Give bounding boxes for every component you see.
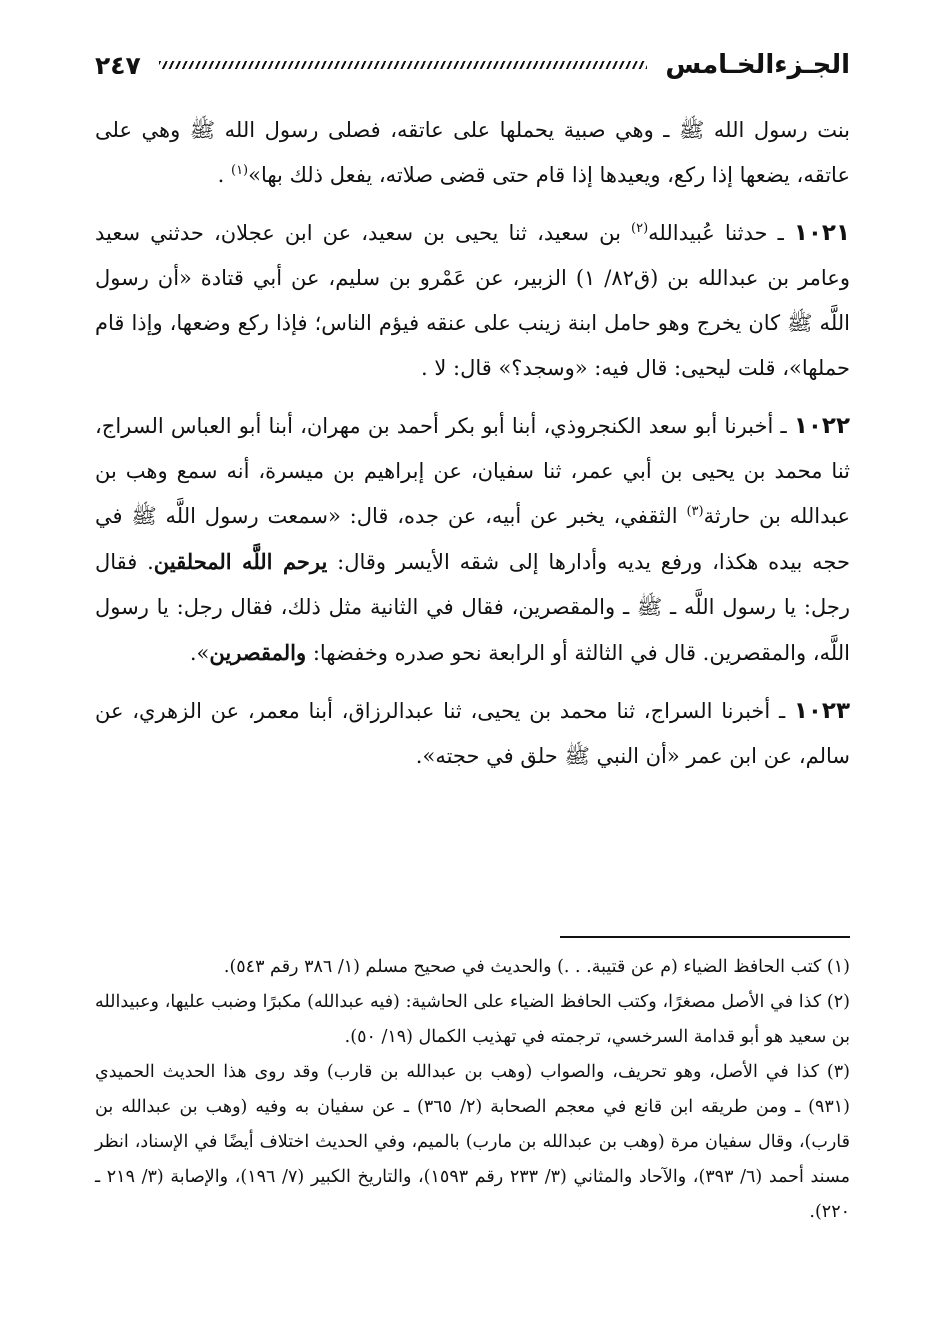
emphasized-text: والمقصرين	[209, 640, 307, 665]
hadith-1023	[95, 689, 850, 779]
paragraph-text: بنت رسول الله ﷺ ـ وهي صبية يحملها على عاتقه، فصلى رسول الله ﷺ وهي على عاتقه، يضعها إذا ركع، ويعيدها إذا قام حتى قضى صلاته، يفعل ذلك بها»	[95, 118, 850, 187]
paragraph-text: . فقال رجل: يا رسول اللَّه ـ ﷺ ـ والمقصرين، فقال في الثانية مثل ذلك، فقال رجل: يا رسول اللَّه، والمقصرين. قال في الثالثة أو الرابعة نحو صدره وخفضها:	[95, 550, 850, 665]
running-title: الجـزءالخـامس	[665, 50, 850, 80]
footnote-3: (٣) كذا في الأصل، وهو تحريف، والصواب (وهب بن عبدالله بن قارب) وقد روى هذا الحديث الحميدي (٩٣١) ـ ومن طريقه ابن قانع في معجم الصحابة (٢/ ٣٦٥) ـ عن سفيان به وفيه (وهب بن عبدالله بن قارب)، وقال سفيان مرة (وهب بن عبدالله بن مارب) بالميم، وفي الحديث اختلاف أيضًا في الإسناد، انظر مسند أحمد (٦/ ٣٩٣)، والآحاد والمثاني (٣/ ٢٣٣ رقم ١٥٩٣)، والتاريخ الكبير (٧/ ١٩٦)، والإصابة (٣/ ٢١٩ ـ ٢٢٠).	[95, 1062, 850, 1222]
footnote-ref-1[interactable]: (١)	[230, 163, 249, 178]
main-text	[95, 108, 850, 792]
hadith-number: ١٠٢٣	[793, 698, 850, 724]
paragraph-continuation	[95, 108, 850, 198]
paragraph-text: الثقفي، يخبر عن أبيه، عن جده، قال: «سمعت رسول اللَّه ﷺ في حجه بيده هكذا، ورفع يديه وأدارها إلى شقه الأيسر وقال:	[95, 504, 850, 574]
hadith-number: ١٠٢٢	[793, 413, 850, 439]
emphasized-text: يرحم اللَّه المحلقين	[153, 549, 328, 574]
footnotes	[95, 950, 850, 1230]
paragraph-text: ـ أخبرنا أبو سعد الكنجروذي، أبنا أبو بكر أحمد بن مهران، أبنا أبو العباس السراج، ثنا محمد بن يحيى بن أبي عمر، ثنا سفيان، عن إبراهيم بن ميسرة، أنه سمع وهب بن عبدالله بن حارثة	[95, 414, 851, 528]
footnote-2: (٢) كذا في الأصل مصغرًا، وكتب الحافظ الضياء على الحاشية: (فيه عبدالله) مكبرًا وضبب عليها، وعبيدالله بن سعيد هو أبو قدامة السرخسي، ترجمته في تهذيب الكمال (١٩/ ٥٠).	[95, 992, 850, 1047]
footnote-separator	[560, 936, 850, 938]
hadith-1021	[95, 211, 850, 391]
header-rule	[159, 61, 648, 69]
hadith-number: ١٠٢١	[793, 220, 850, 246]
paragraph-text: ـ أخبرنا السراج، ثنا محمد بن يحيى، ثنا عبدالرزاق، أبنا معمر، عن الزهري، عن سالم، عن ابن عمر «أن النبي ﷺ حلق في حجته».	[95, 699, 850, 768]
paragraph-text: ».	[189, 641, 210, 665]
paragraph-text: ـ حدثنا عُبيدالله	[648, 221, 794, 245]
footnote-ref-3[interactable]: (٣)	[686, 504, 704, 519]
footnote-ref-2[interactable]: (٢)	[631, 221, 649, 236]
paragraph-text: بن سعيد، ثنا يحيى بن سعيد، عن ابن عجلان، حدثني سعيد وعامر بن عبدالله بن (ق٨٢/ ١) الزبير، عن عَمْرو بن سليم، عن أبي قتادة «أن رسول اللَّه ﷺ كان يخرج وهو حامل ابنة زينب على عنقه فيؤم الناس؛ فإذا ركع وضعها، وإذا قام حملها»، قلت ليحيى: قال فيه: «وسجد؟» قال: لا .	[95, 221, 850, 380]
hadith-1022	[95, 404, 850, 676]
page-number: ٢٤٧	[95, 50, 141, 80]
page-header	[95, 40, 850, 90]
footnote-1: (١) كتب الحافظ الضياء (م عن قتيبة. . .) والحديث في صحيح مسلم (١/ ٣٨٦ رقم ٥٤٣).	[223, 957, 850, 977]
paragraph-text: .	[217, 163, 231, 187]
